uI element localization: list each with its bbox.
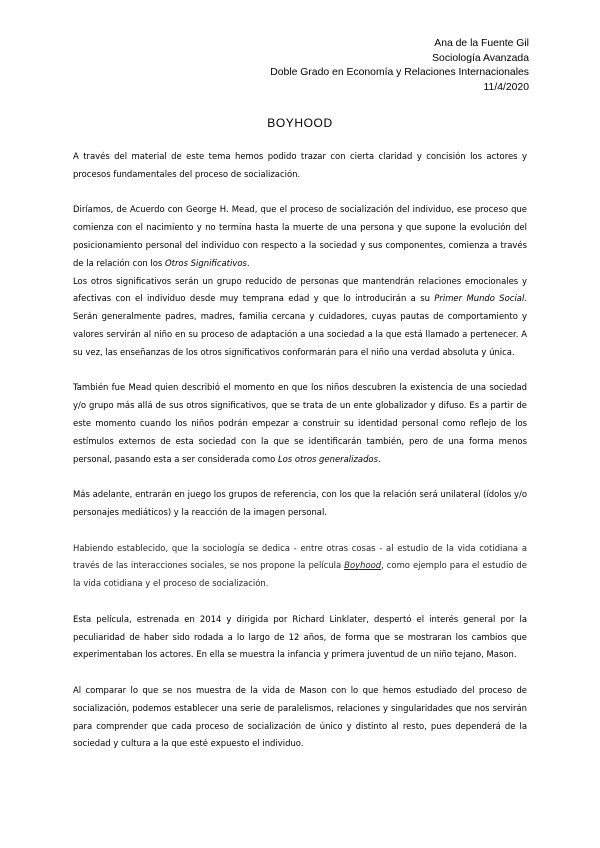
term-primer-mundo-social: Primer Mundo Social — [434, 293, 525, 304]
author-name: Ana de la Fuente Gil — [434, 38, 529, 49]
paragraph-generalizados — [73, 379, 527, 468]
degree-name: Doble Grado en Economía y Relaciones Internacionales — [270, 67, 529, 79]
paragraph-os-before: Los otros significativos serán un grupo reducido de personas que mantendrán relaciones emocionales y afectivas con el individuo desde muy temprana edad y que lo introducirán a su — [73, 275, 527, 304]
course-name: Sociología Avanzada — [432, 52, 529, 64]
document-header — [270, 37, 529, 96]
document-title: BOYHOOD — [267, 116, 333, 130]
paragraph-pelicula: Esta película, estrenada en 2014 y dirigida por Richard Linklater, despertó el interés general por la peculiaridad de haber sido rodada a lo largo de 12 años, de forma que se mostraran los cambios que experimentaban los actores. En ella se muestra la infancia y primera juventud de un niño tejano, Mason. — [73, 613, 527, 660]
paragraph-os-after: . Serán generalmente padres, madres, familia cercana y cuidadores, cuyas pautas de comportamiento y valores servirán al niño en su proceso de adaptación a una sociedad a la que está llamado a pertenecer. A su vez, las enseñanzas de los otros significativos conformarán para el niño una verdad absoluta y única. — [73, 293, 527, 357]
term-otros-generalizados: Los otros generalizados — [277, 453, 378, 464]
paragraph-mead-end: . — [246, 257, 250, 268]
paragraph-gen-end: . — [378, 453, 381, 464]
paragraph-otros-significativos — [73, 273, 527, 362]
paragraph-intro: A través del material de este tema hemos podido trazar con cierta claridad y concisión los actores y procesos fundamentales del proceso de socialización. — [73, 151, 527, 179]
paragraph-boyhood — [73, 540, 527, 593]
boyhood-film-link[interactable]: Boyhood — [344, 560, 382, 571]
document-body — [73, 148, 527, 753]
paragraph-gen-text: También fue Mead quien describió el momento en que los niños descubren la existencia de una sociedad y/o grupo más allá de sus otros significativos, que se trata de un ente globalizador y difuso. Es a partir de este momento cuando los niños podrán empezar a construir su identidad personal como reflejo de los estímulos externos de esta sociedad con la que se identificarán también, pero de una forma menos personal, pasando esta a ser considerada como — [73, 382, 527, 464]
paragraph-boyhood-before: Habiendo establecido, que la sociología se dedica - entre otras cosas - al estudio de la vida cotidiana a través de las interacciones sociales, se nos propone la película — [73, 542, 527, 571]
term-otros-significativos: Otros Significativos — [165, 257, 247, 268]
paragraph-mead-text: Diríamos, de Acuerdo con George H. Mead, que el proceso de socialización del individuo, ese proceso que comienza con el nacimiento y no termina hasta la muerte de una persona y que supone la evolución del posicionamiento personal del individuo con respecto a la sociedad y sus componentes, comienza a través de la relación con los — [73, 204, 527, 268]
paragraph-mason: Al comparar lo que se nos muestra de la vida de Mason con lo que hemos estudiado del proceso de socialización, podemos establecer una serie de paralelismos, relaciones y singularidades que nos servirán para comprender que cada proceso de socialización de único y distinto al resto, pues dependerá de la sociedad y cultura a la que esté expuesto el individuo. — [73, 684, 527, 749]
paragraph-boyhood-after: , como ejemplo para el estudio de la vida cotidiana y el proceso de socialización. — [73, 560, 527, 589]
paragraph-mead — [73, 201, 527, 272]
paragraph-grupos-referencia: Más adelante, entrarán en juego los grupos de referencia, con los que la relación será unilateral (ídolos y/o personajes mediáticos) y la reacción de la imagen personal. — [73, 489, 527, 517]
document-date: 11/4/2020 — [483, 82, 529, 94]
